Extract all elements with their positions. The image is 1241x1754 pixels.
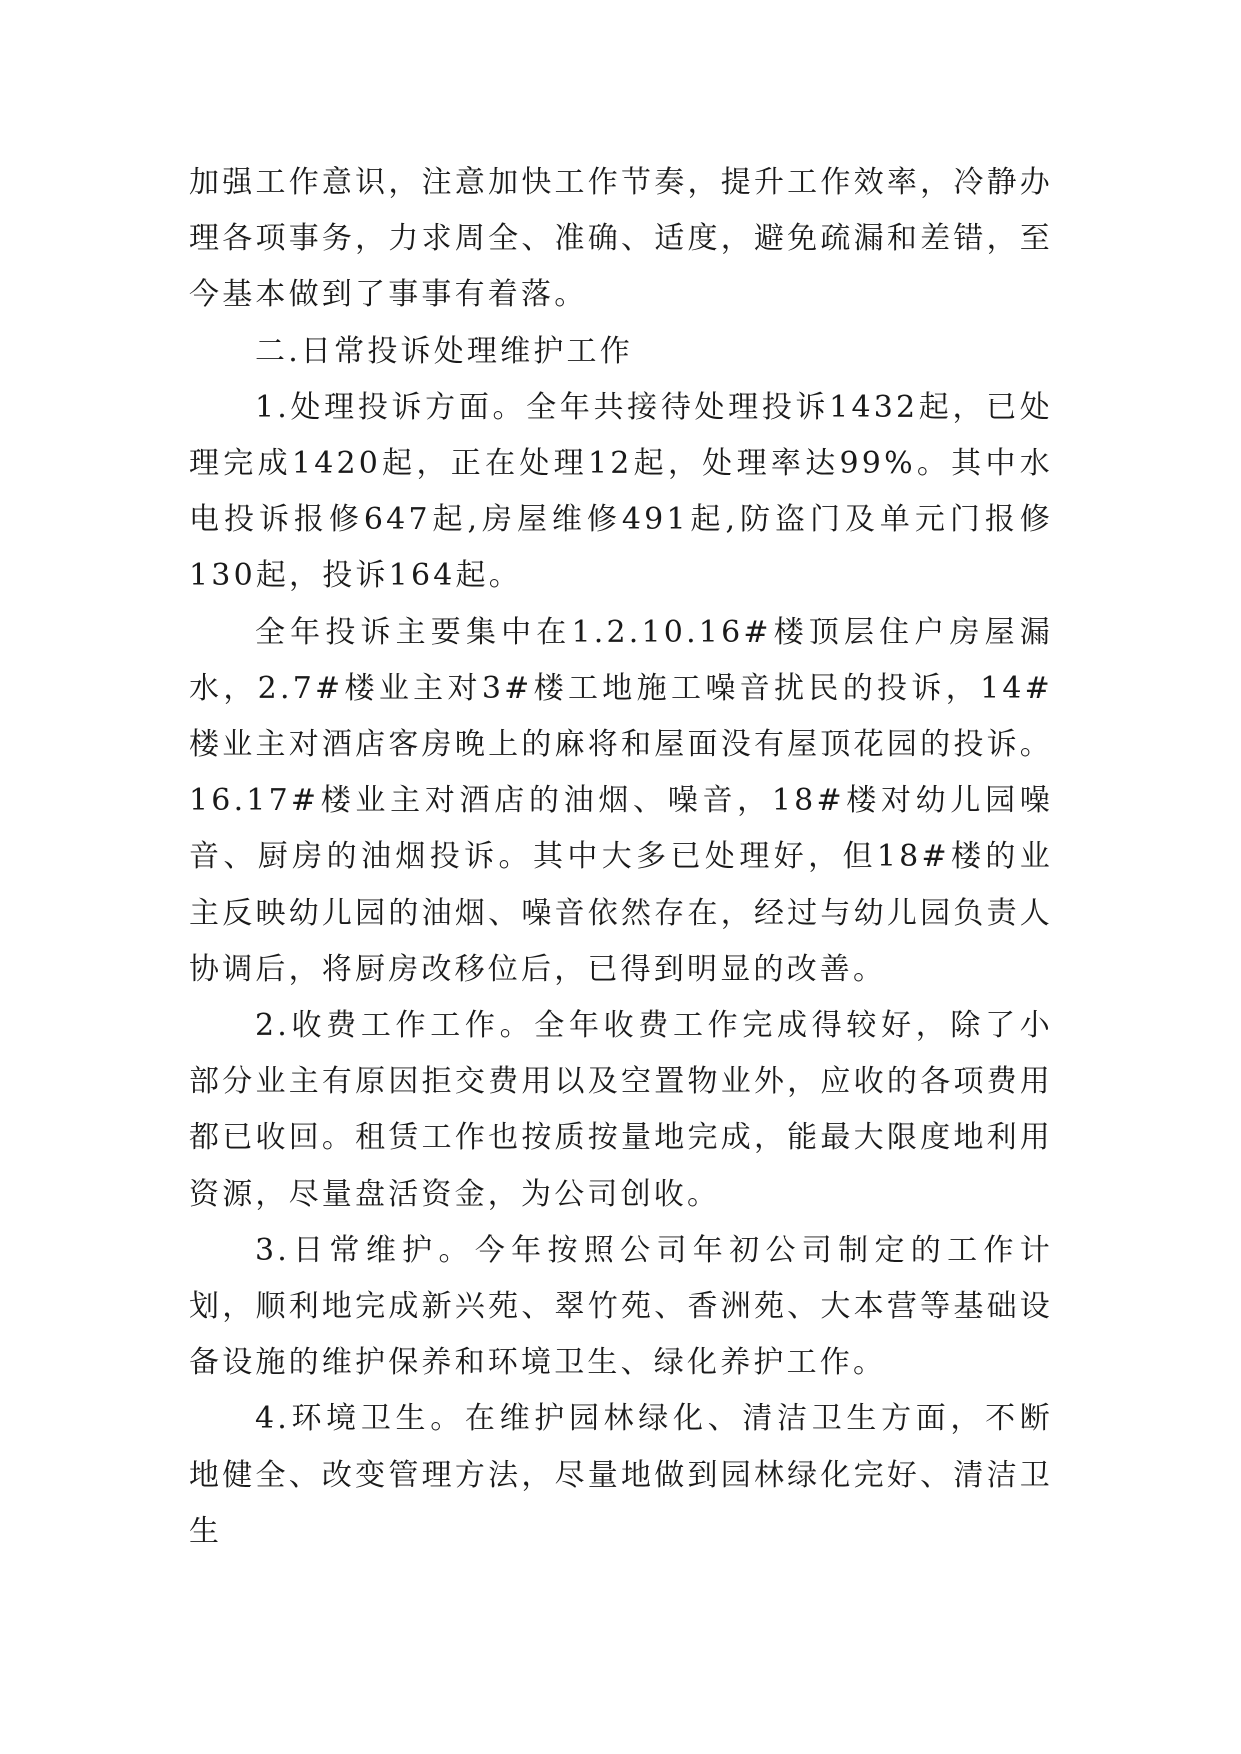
document-body [189,155,1053,1560]
paragraph-environment: 4.环境卫生。在维护园林绿化、清洁卫生方面，不断地健全、改变管理方法，尽量地做到园林绿化完好、清洁卫生 [189,1401,1053,1549]
paragraph-complaints: 1.处理投诉方面。全年共接待处理投诉1432起，已处理完成1420起，正在处理12起，处理率达99%。其中水电投诉报修647起,房屋维修491起,防盗门及单元门报修130起，投诉164起。 [189,389,1053,594]
paragraph-complaint-summary: 全年投诉主要集中在1.2.10.16#楼顶层住户房屋漏水，2.7#楼业主对3#楼工地施工噪音扰民的投诉，14#楼业主对酒店客房晚上的麻将和屋面没有屋顶花园的投诉。16.17#楼业主对酒店的油烟、噪音，18#楼对幼儿园噪音、厨房的油烟投诉。其中大多已处理好，但18#楼的业主反映幼儿园的油烟、噪音依然存在，经过与幼儿园负责人协调后，将厨房改移位后，已得到明显的改善。 [189,614,1053,987]
paragraph-continuation: 加强工作意识，注意加快工作节奏，提升工作效率，冷静办理各项事务，力求周全、准确、适度，避免疏漏和差错，至今基本做到了事事有着落。 [189,165,1053,313]
section-heading: 二.日常投诉处理维护工作 [255,333,633,369]
paragraph-fees: 2.收费工作工作。全年收费工作完成得较好，除了小部分业主有原因拒交费用以及空置物业外，应收的各项费用都已收回。租赁工作也按质按量地完成，能最大限度地利用资源，尽量盘活资金，为公司创收。 [189,1008,1053,1212]
paragraph-maintenance: 3.日常维护。今年按照公司年初公司制定的工作计划，顺利地完成新兴苑、翠竹苑、香洲苑、大本营等基础设备设施的维护保养和环境卫生、绿化养护工作。 [189,1232,1053,1381]
